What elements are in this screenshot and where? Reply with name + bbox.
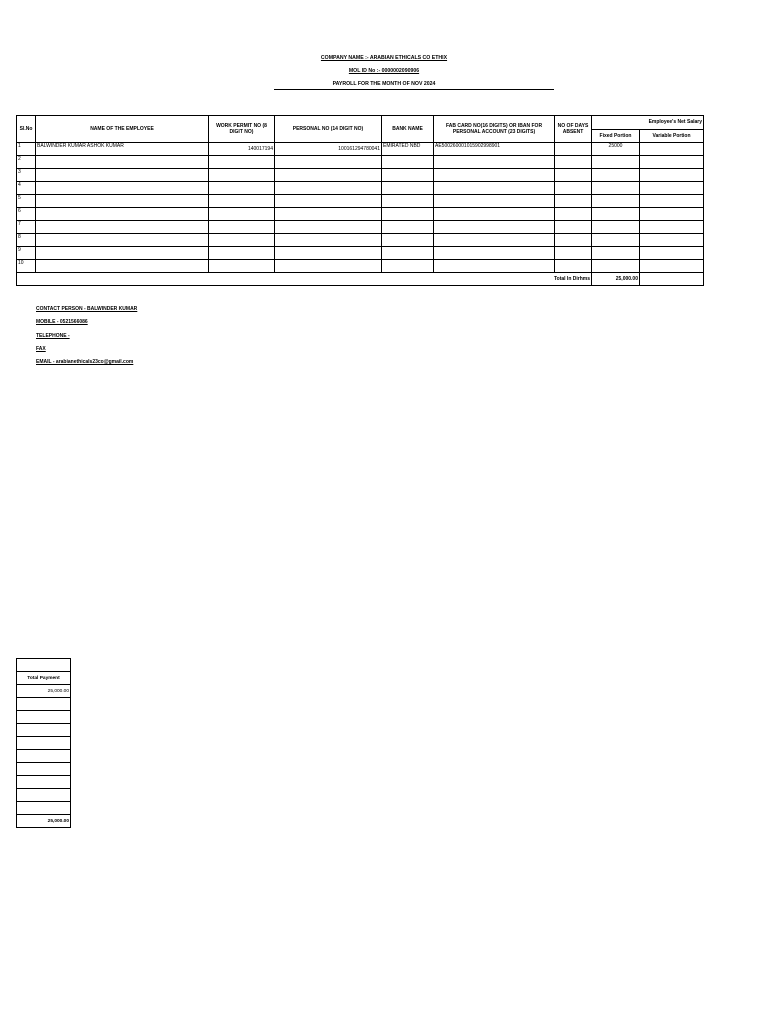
table-row [17, 143, 704, 156]
row-days-absent [555, 234, 592, 247]
row-work-permit [209, 234, 275, 247]
row-personal-no [275, 182, 382, 195]
row-iban: AE500260001015902998901 [434, 143, 555, 156]
row-fixed [592, 260, 640, 273]
col-net-salary: Employee's Net Salary [592, 116, 704, 130]
table-row [17, 156, 704, 169]
table-row [17, 260, 704, 273]
row-bank [382, 182, 434, 195]
row-bank [382, 260, 434, 273]
row-iban [434, 234, 555, 247]
row-personal-no [275, 234, 382, 247]
col-work-permit: WORK PERMIT NO (8 DIGIT NO) [209, 116, 275, 143]
row-variable [640, 221, 704, 234]
row-bank [382, 221, 434, 234]
total-payment-table [16, 658, 71, 828]
col-days-absent: NO OF DAYS ABSENT [555, 116, 592, 143]
row-personal-no [275, 221, 382, 234]
row-work-permit: 140017194 [209, 143, 275, 156]
col-variable: Variable Portion [640, 129, 704, 143]
row-iban [434, 260, 555, 273]
row-name [36, 247, 209, 260]
row-fixed [592, 156, 640, 169]
row-variable [640, 195, 704, 208]
row-bank [382, 247, 434, 260]
total-payment-header: Total Payment [17, 672, 71, 685]
row-bank [382, 169, 434, 182]
row-work-permit [209, 169, 275, 182]
row-iban [434, 221, 555, 234]
row-work-permit [209, 221, 275, 234]
row-work-permit [209, 247, 275, 260]
contact-person: CONTACT PERSON - BALWINDER KUMAR [36, 306, 138, 312]
row-name [36, 195, 209, 208]
row-days-absent [555, 208, 592, 221]
row-bank [382, 195, 434, 208]
row-sl: 1 [17, 143, 36, 156]
row-personal-no [275, 247, 382, 260]
row-bank [382, 208, 434, 221]
row-variable [640, 247, 704, 260]
row-name [36, 260, 209, 273]
row-sl: 10 [17, 260, 36, 273]
row-name [36, 234, 209, 247]
row-work-permit [209, 208, 275, 221]
contact-telephone: TELEPHONE - [36, 333, 70, 339]
table-row [17, 182, 704, 195]
row-bank [382, 156, 434, 169]
row-sl: 9 [17, 247, 36, 260]
row-work-permit [209, 195, 275, 208]
col-sl: Sl.No [17, 116, 36, 143]
row-fixed [592, 247, 640, 260]
row-days-absent [555, 169, 592, 182]
row-variable [640, 234, 704, 247]
contact-fax: FAX [36, 346, 46, 352]
table-row [17, 195, 704, 208]
payroll-table [16, 115, 704, 286]
col-name: NAME OF THE EMPLOYEE [36, 116, 209, 143]
row-work-permit [209, 260, 275, 273]
table-row [17, 234, 704, 247]
row-sl: 8 [17, 234, 36, 247]
company-name: COMPANY NAME :- ARABIAN ETHICALS CO ETHIX [320, 55, 448, 61]
row-fixed [592, 182, 640, 195]
row-variable [640, 169, 704, 182]
total-payment-value: 25,000.00 [17, 685, 71, 698]
row-days-absent [555, 195, 592, 208]
row-fixed [592, 195, 640, 208]
total-payment-sum: 25,000.00 [17, 815, 71, 828]
row-name [36, 182, 209, 195]
row-variable [640, 182, 704, 195]
contact-mobile: MOBILE - 0521566086 [36, 319, 88, 325]
total-label: Total In Dirhms [17, 273, 592, 286]
row-variable [640, 208, 704, 221]
row-personal-no: 100161294780041 [275, 143, 382, 156]
row-fixed [592, 208, 640, 221]
payroll-title: PAYROLL FOR THE MONTH OF NOV 2024 [332, 81, 436, 87]
row-personal-no [275, 208, 382, 221]
header-rule [274, 89, 554, 90]
table-row [17, 169, 704, 182]
row-name [36, 221, 209, 234]
row-bank [382, 234, 434, 247]
row-fixed [592, 221, 640, 234]
row-sl: 5 [17, 195, 36, 208]
col-bank: BANK NAME [382, 116, 434, 143]
row-personal-no [275, 156, 382, 169]
total-value: 25,000.00 [592, 273, 640, 286]
row-iban [434, 169, 555, 182]
row-personal-no [275, 169, 382, 182]
col-personal-no: PERSONAL NO (14 DIGIT NO) [275, 116, 382, 143]
row-work-permit [209, 156, 275, 169]
row-fixed [592, 169, 640, 182]
row-days-absent [555, 143, 592, 156]
row-days-absent [555, 247, 592, 260]
table-row [17, 208, 704, 221]
table-row [17, 221, 704, 234]
contact-email[interactable]: EMAIL - arabianethicals23co@gmail.com [36, 359, 134, 365]
row-fixed: 25000 [592, 143, 640, 156]
row-days-absent [555, 221, 592, 234]
row-personal-no [275, 260, 382, 273]
row-sl: 3 [17, 169, 36, 182]
row-fixed [592, 234, 640, 247]
row-sl: 6 [17, 208, 36, 221]
row-days-absent [555, 182, 592, 195]
row-bank: EMIRATED NBD [382, 143, 434, 156]
row-iban [434, 156, 555, 169]
table-row [17, 247, 704, 260]
row-name [36, 208, 209, 221]
row-days-absent [555, 156, 592, 169]
row-sl: 2 [17, 156, 36, 169]
row-name [36, 156, 209, 169]
row-name: BALWINDER KUMAR ASHOK KUMAR [36, 143, 209, 156]
row-variable [640, 260, 704, 273]
row-iban [434, 195, 555, 208]
row-iban [434, 208, 555, 221]
col-fixed: Fixed Portion [592, 129, 640, 143]
mol-id: MOL ID No :- 0000002090906 [348, 68, 420, 74]
row-work-permit [209, 182, 275, 195]
row-variable [640, 143, 704, 156]
row-iban [434, 247, 555, 260]
row-iban [434, 182, 555, 195]
row-variable [640, 156, 704, 169]
row-sl: 7 [17, 221, 36, 234]
col-iban: FAB CARD NO(16 DIGITS) OR IBAN FOR PERSONAL ACCOUNT (23 DIGITS) [434, 116, 555, 143]
row-sl: 4 [17, 182, 36, 195]
row-name [36, 169, 209, 182]
row-personal-no [275, 195, 382, 208]
row-days-absent [555, 260, 592, 273]
